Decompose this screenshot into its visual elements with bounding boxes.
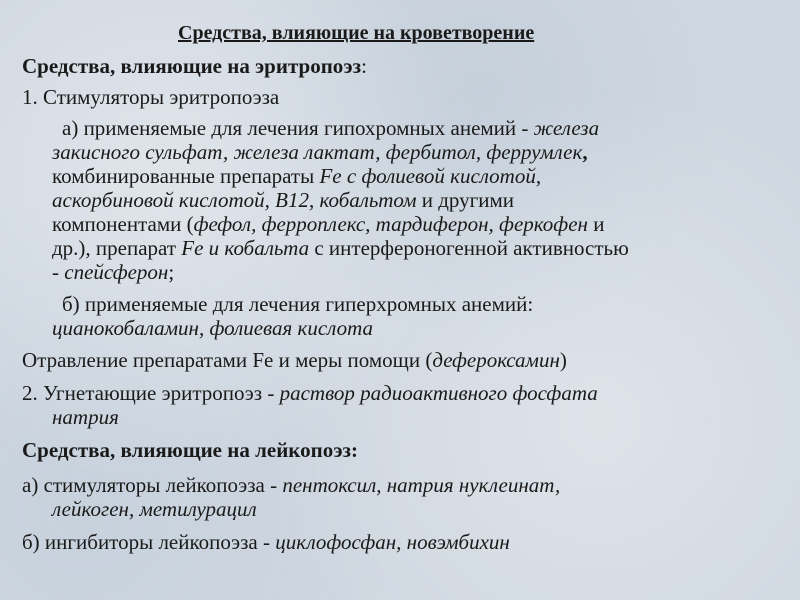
item-a-line-5 bbox=[52, 212, 800, 236]
erythropoiesis-heading-text: Средства, влияющие на эритропоэз bbox=[22, 54, 362, 78]
item-a-line-3 bbox=[52, 164, 800, 188]
item-a-line-4 bbox=[52, 188, 800, 212]
erythropoiesis-heading-colon: : bbox=[361, 54, 367, 78]
item-a-line-6-drug: Fe и кобальта bbox=[181, 236, 310, 260]
poisoning-drug: дефероксамин bbox=[432, 348, 560, 372]
item-a-line-2-drugs: закисного сульфат, железа лактат, фербитол, феррумлек bbox=[52, 140, 583, 164]
inhibitors-line-1 bbox=[22, 381, 800, 405]
item-a-line-7-semicolon: ; bbox=[168, 260, 175, 284]
item-a-line-5-tail: и bbox=[587, 212, 605, 236]
stimulators-heading: 1. Стимуляторы эритропоэза bbox=[22, 85, 280, 109]
item-a-line-2-comma: , bbox=[582, 140, 588, 164]
item-b-line-1: б) применяемые для лечения гиперхромных анемий: bbox=[62, 292, 534, 316]
item-a-line-5-drugs: фефол, ферроплекс, тардиферон, феркофен bbox=[193, 212, 588, 236]
inhibitors-line-2: натрия bbox=[52, 405, 119, 429]
leukopoiesis-b-drugs: циклофосфан, новэмбихин bbox=[275, 530, 510, 554]
leukopoiesis-heading: Средства, влияющие на лейкопоэз: bbox=[22, 438, 358, 462]
item-a-line-1-drug: железа bbox=[533, 116, 600, 140]
item-a-line-7-drug: спейсферон bbox=[64, 260, 169, 284]
leukopoiesis-a-drugs-1: пентоксил, натрия нуклеинат, bbox=[282, 473, 561, 497]
inhibitors-text: 2. Угнетающие эритропоэз - bbox=[22, 381, 280, 405]
item-a-line-6 bbox=[52, 236, 800, 260]
item-a-line-7 bbox=[52, 260, 800, 284]
item-a-line-5-text: компонентами ( bbox=[52, 212, 194, 236]
slide-title: Средства, влияющие на кроветворение bbox=[178, 22, 535, 44]
item-a-line-7-dash: - bbox=[52, 260, 65, 284]
item-a-line-6-tail: с интерфероногенной активностью bbox=[309, 236, 629, 260]
item-a-line-6-text: др.), препарат bbox=[52, 236, 182, 260]
leukopoiesis-b-text: б) ингибиторы лейкопоэза - bbox=[22, 530, 276, 554]
poisoning-close: ) bbox=[559, 348, 567, 372]
erythropoiesis-heading bbox=[22, 54, 800, 78]
leukopoiesis-a-line-2: лейкоген, метилурацил bbox=[52, 497, 257, 521]
item-a-line-4-drugs: аскорбиновой кислотой, B12, кобальтом bbox=[52, 188, 417, 212]
item-a-line-1-text: а) применяемые для лечения гипохромных анемий - bbox=[62, 116, 534, 140]
leukopoiesis-b-line bbox=[22, 530, 800, 554]
item-a-line-2 bbox=[52, 140, 800, 164]
inhibitors-drug-1: раствор радиоактивного фосфата bbox=[279, 381, 598, 405]
item-a-line-3-text: комбинированные препараты bbox=[52, 164, 320, 188]
item-a-line-1 bbox=[62, 116, 800, 140]
poisoning-text: Отравление препаратами Fe и меры помощи ( bbox=[22, 348, 433, 372]
leukopoiesis-a-line-1 bbox=[22, 473, 800, 497]
leukopoiesis-a-text: а) стимуляторы лейкопоэза - bbox=[22, 473, 283, 497]
item-a-line-4-text: и другими bbox=[416, 188, 515, 212]
item-b-line-2: цианокобаламин, фолиевая кислота bbox=[52, 316, 374, 340]
item-a-line-3-drugs: Fe с фолиевой кислотой, bbox=[319, 164, 542, 188]
poisoning-line bbox=[22, 348, 800, 372]
